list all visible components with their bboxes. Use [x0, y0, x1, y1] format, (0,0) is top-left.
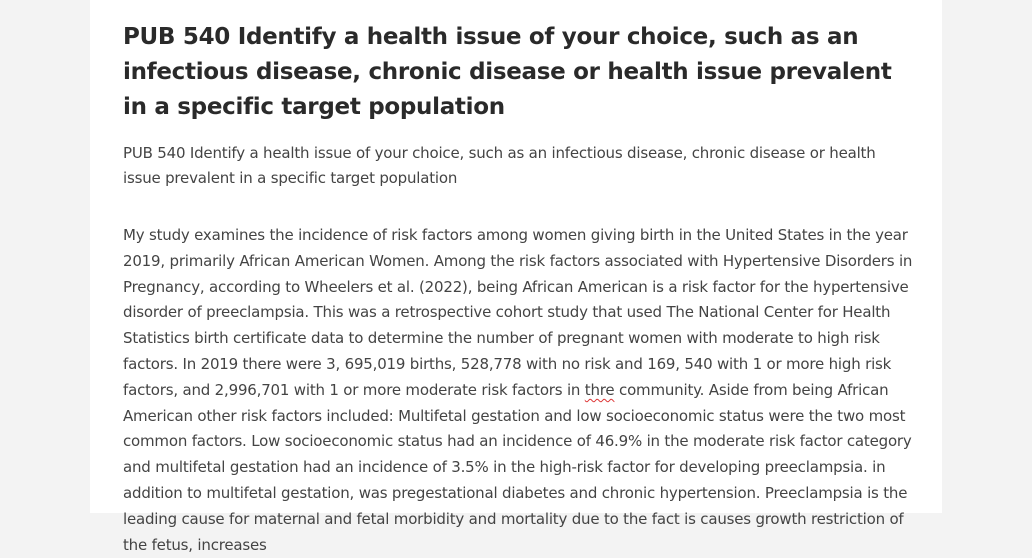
body-text-part-2: community. Aside from being African American other risk factors included: Multifetal gestation and low socioeconomic status were the two most common factors. Low socioeconomic status had an incidence of 46.9% in the moderate risk factor category and multifetal gestation had an incidence of 3.5% in the high-risk factor for developing preeclampsia. in addition to multifetal gestation, was pregestational diabetes and chronic hypertension. Preeclampsia is the leading cause for maternal and fetal morbidity and mortality due to the fact is causes growth restriction of the fetus, increases: [123, 380, 912, 554]
article-content: [123, 20, 913, 558]
page-title: PUB 540 Identify a health issue of your choice, such as an infectious disease, chronic disease or health issue prevalent in a specific target population: [123, 24, 892, 120]
body-text-part-1: My study examines the incidence of risk factors among women giving birth in the United States in the year 2019, primarily African American Women. Among the risk factors associated with Hypertensive Disorders in Pregnancy, according to Wheelers et al. (2022), being African American is a risk factor for the hypertensive disorder of preeclampsia. This was a retrospective cohort study that used The National Center for Health Statistics birth certificate data to determine the number of pregnant women with moderate to high risk factors. In 2019 there were 3, 695,019 births, 528,778 with no risk and 169, 540 with 1 or more high risk factors, and 2,996,701 with 1 or more moderate risk factors in: [123, 226, 913, 399]
misspelled-word[interactable]: thre: [584, 380, 615, 399]
article-body: [123, 223, 913, 558]
document-page: [90, 0, 942, 554]
article-subtitle: PUB 540 Identify a health issue of your choice, such as an infectious disease, chronic disease or health issue prevalent in a specific target population: [123, 144, 876, 187]
